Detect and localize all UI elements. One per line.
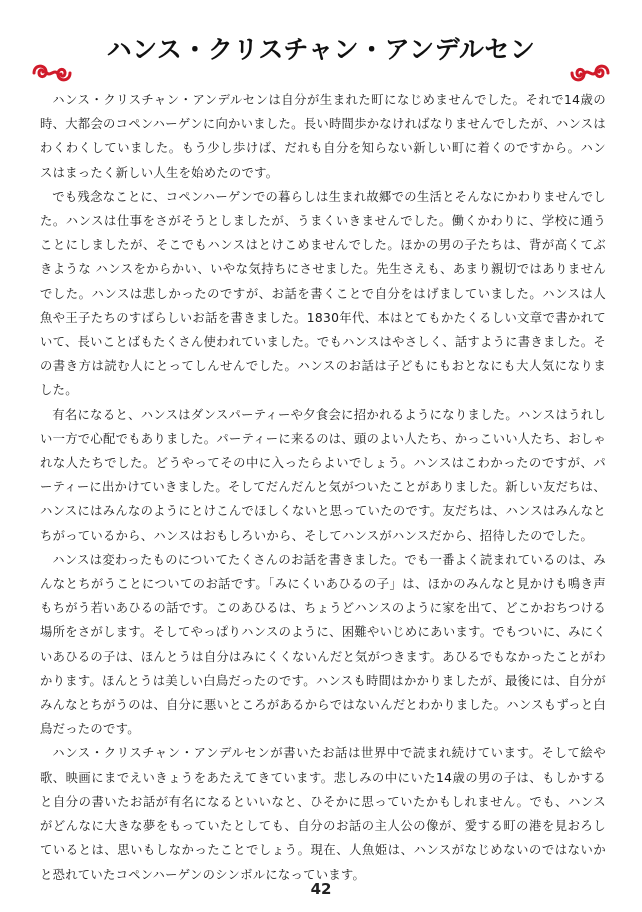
- paragraph-1: ハンス・クリスチャン・アンデルセンは自分が生まれた町になじめませんでした。それで14歳の時、大都会のコペンハーゲンに向かいました。長い時間歩かなければなりませんでしたが、ハンスはわくわくしていました。もう少し歩けば、だれも自分を知らない新しい町に着くのですから。ハンスはまったく新しい人生を始めたのです。: [40, 93, 606, 180]
- page-number: 42: [310, 880, 332, 898]
- page-header: [0, 26, 642, 70]
- paragraph-4: ハンスは変わったものについてたくさんのお話を書きました。でも一番よく読まれているのは、みんなとちがうことについてのお話です。「みにくいあひるの子」は、ほかのみんなと見かけも鳴き声もちがう若いあひるの話です。このあひるは、ちょうどハンスのように家を出て、どこかおちつける場所をさがします。そしてやっぱりハンスのように、困難やいじめにあいます。でもついに、みにくいあひるの子は、ほんとうは自分はみにくくないんだと気がつきます。あひるでもなかったことがわかります。ほんとうは美しい白鳥だったのです。ハンスも時間はかかりましたが、最後には、自分がみんなとちがうのは、自分に悪いところがあるからではないんだとわかりました。ハンスもずっと白鳥だったのです。: [40, 552, 606, 737]
- swirl-ornament-left-icon: [30, 60, 74, 86]
- swirl-ornament-right-icon: [568, 60, 612, 86]
- page-title: ハンス・クリスチャン・アンデルセン: [106, 35, 536, 64]
- article-body: [40, 88, 606, 887]
- paragraph-3: 有名になると、ハンスはダンスパーティーや夕食会に招かれるようになりました。ハンスはうれしい一方で心配でもありました。パーティーに来るのは、頭のよい人たち、かっこいい人たち、おしゃれな人たちでした。どうやってその中に入ったらよいでしょう。ハンスはこわかったのですが、パーティーに出かけていきました。そしてだんだんと気がついたことがありました。新しい友だちは、ハンスにはみんなのようにとけこんでほしくないと思っていたのです。友だちは、ハンスはみんなとちがっているから、ハンスはおもしろいから、そしてハンスがハンスだから、招待したのでした。: [40, 407, 606, 543]
- paragraph-5: ハンス・クリスチャン・アンデルセンが書いたお話は世界中で読まれ続けています。そして絵や歌、映画にまでえいきょうをあたえてきています。悲しみの中にいた14歳の男の子は、もしかすると自分の書いたお話が有名になるといいなと、ひそかに思っていたかもしれません。でも、ハンスがどんなに大きな夢をもっていたとしても、自分のお話の主人公の像が、愛する町の港を見おろしているとは、思いもしなかったことでしょう。現在、人魚姫は、ハンスがなじめないのではないかと恐れていたコペンハーゲンのシンボルになっています。: [40, 746, 606, 882]
- paragraph-2: でも残念なことに、コペンハーゲンでの暮らしは生まれ故郷での生活とそんなにかわりませんでした。ハンスは仕事をさがそうとしましたが、うまくいきませんでした。働くかわりに、学校に通うことにしましたが、そこでもハンスはとけこめませんでした。ほかの男の子たちは、背が高くてぶきような ハンスをからかい、いやな気持ちにさせました。先生さえも、あまり親切ではありませんでした。ハンスは悲しかったのですが、お話を書くことで自分をはげましていました。ハンスは人魚や王子たちのすばらしいお話を書きました。1830年代、本はとてもかたくるしい文章で書かれていて、長いことばもたくさん使われていました。でもハンスはやさしく、話すように書きました。その書き方は読む人にとってしんせんでした。ハンスのお話は子どもにもおとなにも大人気になりました。: [40, 189, 606, 398]
